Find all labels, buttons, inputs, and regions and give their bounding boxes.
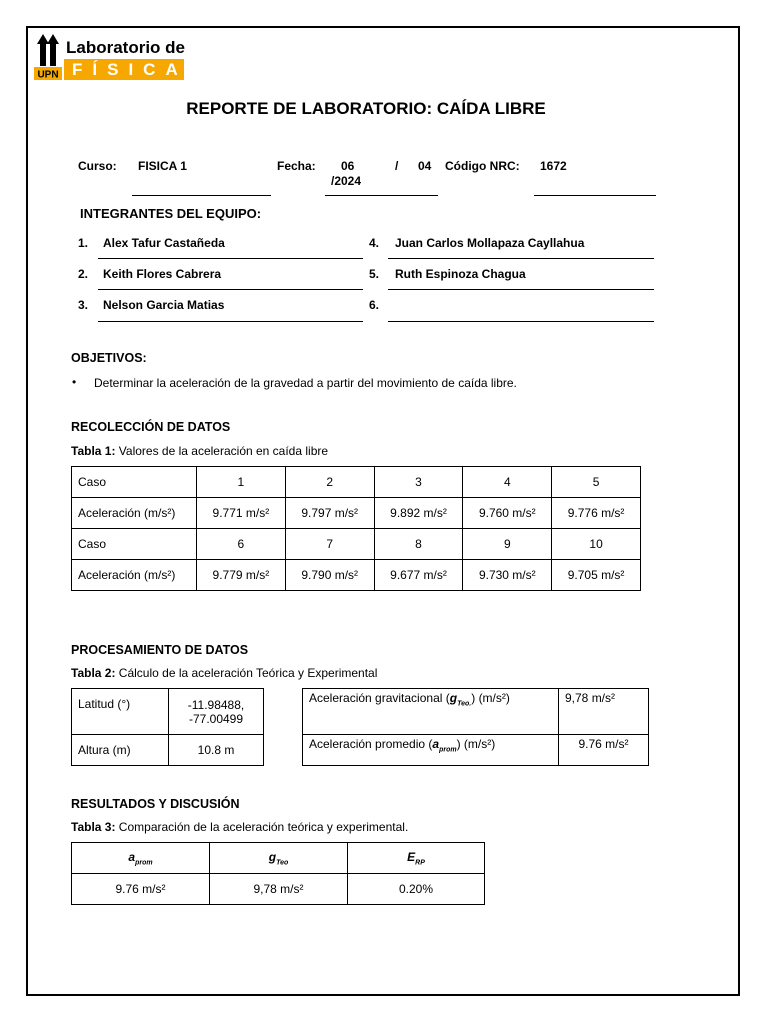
member-underline xyxy=(98,289,363,290)
table1 xyxy=(71,466,641,591)
table-cell: 9,78 m/s² xyxy=(559,689,649,735)
logo-line1: Laboratorio de xyxy=(66,38,186,57)
nrc-value: 1672 xyxy=(540,159,567,173)
table-cell: 1 xyxy=(197,467,286,498)
table3 xyxy=(71,842,485,905)
page-title: REPORTE DE LABORATORIO: CAÍDA LIBRE xyxy=(186,99,546,118)
table-row xyxy=(303,689,649,735)
a-label-pre: Aceleración promedio ( xyxy=(309,737,433,751)
table-cell: Latitud (°) xyxy=(72,689,169,735)
table-row xyxy=(72,874,485,905)
col3-subscript: RP xyxy=(415,859,425,867)
table3-caption-label: Tabla 3: xyxy=(71,820,116,834)
table-row xyxy=(303,735,649,766)
curso-underline xyxy=(132,195,271,196)
table2-caption-text: Cálculo de la aceleración Teórica y Experimental xyxy=(115,666,378,680)
table-cell: 9.760 m/s² xyxy=(463,498,552,529)
table-header xyxy=(210,843,348,874)
member-num: 3. xyxy=(78,298,89,312)
col2-subscript: Teo xyxy=(276,859,289,867)
g-symbol: g xyxy=(449,691,458,705)
table-cell: 9.892 m/s² xyxy=(374,498,463,529)
g-subscript: Teo. xyxy=(457,700,472,708)
table-cell: 9.776 m/s² xyxy=(552,498,641,529)
col3-symbol: E xyxy=(407,849,416,864)
g-label-pre: Aceleración gravitacional ( xyxy=(309,691,450,705)
fecha-day: 06 xyxy=(341,159,355,173)
table-cell: Aceleración (m/s²) xyxy=(72,498,197,529)
table1-caption xyxy=(71,444,328,458)
table-row xyxy=(72,735,264,766)
table-cell: 0.20% xyxy=(348,874,485,905)
member-underline xyxy=(388,289,654,290)
table-cell: 9.771 m/s² xyxy=(197,498,286,529)
col1-symbol: a xyxy=(128,849,136,864)
table-cell: 9.705 m/s² xyxy=(552,560,641,591)
table1-caption-label: Tabla 1: xyxy=(71,444,116,458)
member-num: 2. xyxy=(78,267,89,281)
fecha-month: 04 xyxy=(418,159,432,173)
member-num: 1. xyxy=(78,236,89,250)
curso-value: FISICA 1 xyxy=(138,159,187,173)
table-cell: 9.797 m/s² xyxy=(285,498,374,529)
table-cell: 7 xyxy=(285,529,374,560)
a-label-post: ) (m/s²) xyxy=(456,737,496,751)
a-symbol: a xyxy=(432,737,440,751)
table-cell: 9.790 m/s² xyxy=(285,560,374,591)
table-row xyxy=(72,689,264,735)
table-header xyxy=(72,843,210,874)
g-label-post: ) (m/s²) xyxy=(471,691,510,705)
table2-caption xyxy=(71,666,377,680)
table-cell xyxy=(303,689,559,735)
upn-logo xyxy=(34,32,186,82)
table-cell: 9 xyxy=(463,529,552,560)
table-cell: Caso xyxy=(72,529,197,560)
table-row xyxy=(72,467,641,498)
curso-label: Curso: xyxy=(78,159,117,173)
data-collection-heading: RECOLECCIÓN DE DATOS xyxy=(71,420,231,434)
member-underline xyxy=(98,258,363,259)
member-name: Keith Flores Cabrera xyxy=(103,267,222,281)
objectives-heading: OBJETIVOS: xyxy=(71,351,147,365)
col2-symbol: g xyxy=(268,849,277,864)
table-cell xyxy=(303,735,559,766)
member-name: Alex Tafur Castañeda xyxy=(103,236,225,250)
table-cell: 10.8 m xyxy=(169,735,264,766)
table-cell: 9.779 m/s² xyxy=(197,560,286,591)
table-cell: Aceleración (m/s²) xyxy=(72,560,197,591)
nrc-underline xyxy=(534,195,656,196)
member-name: Juan Carlos Mollapaza Cayllahua xyxy=(395,236,585,250)
table3-caption-text: Comparación de la aceleración teórica y experimental. xyxy=(115,820,409,834)
table-cell: 2 xyxy=(285,467,374,498)
member-num: 4. xyxy=(369,236,380,250)
logo-line2: FÍSICA xyxy=(64,59,184,80)
logo-upn-text: UPN xyxy=(37,69,59,80)
table-cell: 4 xyxy=(463,467,552,498)
table2-location xyxy=(71,688,264,766)
table3-caption xyxy=(71,820,408,834)
objective-item: Determinar la aceleración de la gravedad a partir del movimiento de caída libre. xyxy=(94,376,517,390)
table-cell: 6 xyxy=(197,529,286,560)
nrc-label: Código NRC: xyxy=(445,159,520,173)
member-num: 5. xyxy=(369,267,380,281)
table-cell: 10 xyxy=(552,529,641,560)
col1-subscript: prom xyxy=(135,859,153,867)
table-cell: 9.677 m/s² xyxy=(374,560,463,591)
table-row xyxy=(72,843,485,874)
team-heading: INTEGRANTES DEL EQUIPO: xyxy=(80,206,262,221)
member-num: 6. xyxy=(369,298,380,312)
bullet: • xyxy=(72,375,77,389)
fecha-label: Fecha: xyxy=(277,159,316,173)
table-row xyxy=(72,560,641,591)
fecha-underline xyxy=(325,195,438,196)
table-cell: 9.730 m/s² xyxy=(463,560,552,591)
table-cell: Caso xyxy=(72,467,197,498)
table2-caption-label: Tabla 2: xyxy=(71,666,116,680)
table-row xyxy=(72,529,641,560)
table-cell: 9.76 m/s² xyxy=(559,735,649,766)
table-cell: Altura (m) xyxy=(72,735,169,766)
table1-caption-text: Valores de la aceleración en caída libre xyxy=(115,444,329,458)
table-cell: 5 xyxy=(552,467,641,498)
member-underline xyxy=(388,258,654,259)
member-underline xyxy=(98,321,363,322)
member-underline xyxy=(388,321,654,322)
processing-heading: PROCESAMIENTO DE DATOS xyxy=(71,643,249,657)
a-subscript: prom xyxy=(439,746,457,754)
results-heading: RESULTADOS Y DISCUSIÓN xyxy=(71,797,240,811)
upn-logo-icon xyxy=(34,32,62,80)
table-cell: 9,78 m/s² xyxy=(210,874,348,905)
table-cell: 9.76 m/s² xyxy=(72,874,210,905)
table-row xyxy=(72,498,641,529)
table-header xyxy=(348,843,485,874)
table-cell: 3 xyxy=(374,467,463,498)
table2-acceleration xyxy=(302,688,649,766)
fecha-year: /2024 xyxy=(331,174,362,188)
table-cell: 8 xyxy=(374,529,463,560)
member-name: Ruth Espinoza Chagua xyxy=(395,267,526,281)
fecha-slash: / xyxy=(395,159,399,173)
member-name: Nelson Garcia Matias xyxy=(103,298,225,312)
table-cell: -11.98488, -77.00499 xyxy=(169,689,264,735)
